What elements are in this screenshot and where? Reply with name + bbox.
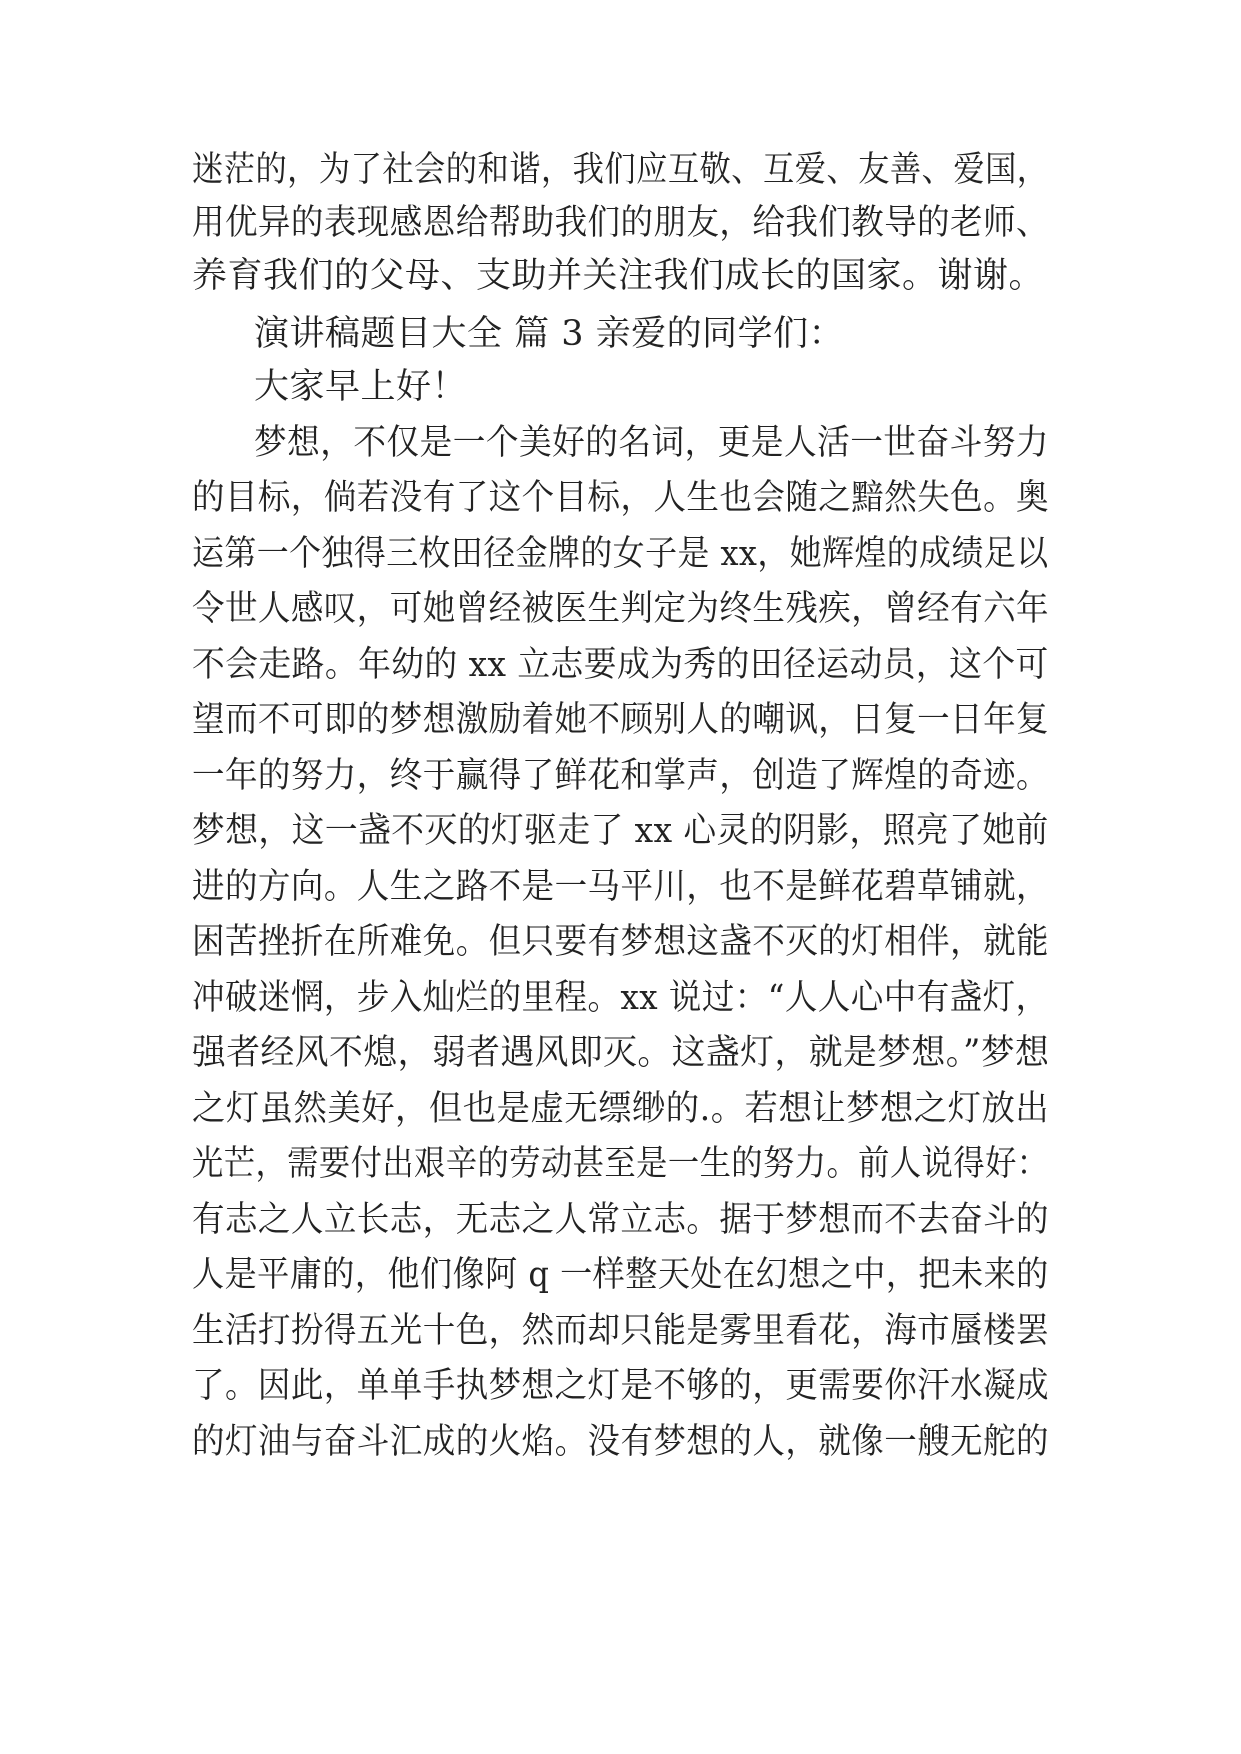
paragraph-line: 梦想，不仅是一个美好的名词，更是人活一世奋斗努力 [254, 423, 1050, 463]
paragraph-line: 进的方向。人生之路不是一马平川，也不是鲜花碧草铺就， [192, 867, 1050, 907]
paragraph-line: 之灯虽然美好，但也是虚无缥缈的.。若想让梦想之灯放出 [192, 1089, 1050, 1129]
paragraph-line: 不会走路。年幼的 xx 立志要成为秀的田径运动员，这个可 [192, 645, 1049, 685]
paragraph-line: 一年的努力，终于赢得了鲜花和掌声，创造了辉煌的奇迹。 [192, 756, 1050, 796]
paragraph-line: 强者经风不熄，弱者遇风即灭。这盏灯，就是梦想。”梦想 [192, 1033, 1050, 1073]
paragraph-line: 望而不可即的梦想激励着她不顾别人的嘲讽，日复一日年复 [192, 700, 1050, 740]
paragraph-line: 养育我们的父母、支助并关注我们成长的国家。谢谢。 [192, 256, 1045, 296]
paragraph-line: 迷茫的，为了社会的和谐，我们应互敬、互爱、友善、爱国， [192, 150, 1049, 190]
paragraph-line: 生活打扮得五光十色，然而却只能是雾里看花，海市蜃楼罢 [192, 1311, 1050, 1351]
paragraph-line: 的灯油与奋斗汇成的火焰。没有梦想的人，就像一艘无舵的 [192, 1422, 1050, 1462]
greeting-line: 大家早上好！ [254, 367, 468, 407]
section-heading: 演讲稿题目大全 篇 3 亲爱的同学们： [254, 314, 845, 354]
paragraph-line: 用优异的表现感恩给帮助我们的朋友，给我们教导的老师、 [192, 203, 1050, 243]
paragraph-line: 人是平庸的，他们像阿 q 一样整天处在幻想之中，把未来的 [192, 1255, 1049, 1295]
paragraph-line: 令世人感叹，可她曾经被医生判定为终生残疾，曾经有六年 [192, 589, 1050, 629]
paragraph-line: 的目标，倘若没有了这个目标，人生也会随之黯然失色。奥 [192, 478, 1050, 518]
paragraph-line: 困苦挫折在所难免。但只要有梦想这盏不灭的灯相伴，就能 [192, 922, 1050, 962]
paragraph-line: 冲破迷惘，步入灿烂的里程。xx 说过：“人人心中有盏灯， [192, 978, 1049, 1018]
paragraph-line: 光芒，需要付出艰辛的劳动甚至是一生的努力。前人说得好： [192, 1144, 1049, 1184]
paragraph-line: 梦想，这一盏不灭的灯驱走了 xx 心灵的阴影，照亮了她前 [192, 811, 1049, 851]
paragraph-line: 运第一个独得三枚田径金牌的女子是 xx，她辉煌的成绩足以 [192, 534, 1049, 574]
paragraph-line: 有志之人立长志，无志之人常立志。据于梦想而不去奋斗的 [192, 1200, 1050, 1240]
paragraph-line: 了。因此，单单手执梦想之灯是不够的，更需要你汗水凝成 [192, 1366, 1050, 1406]
